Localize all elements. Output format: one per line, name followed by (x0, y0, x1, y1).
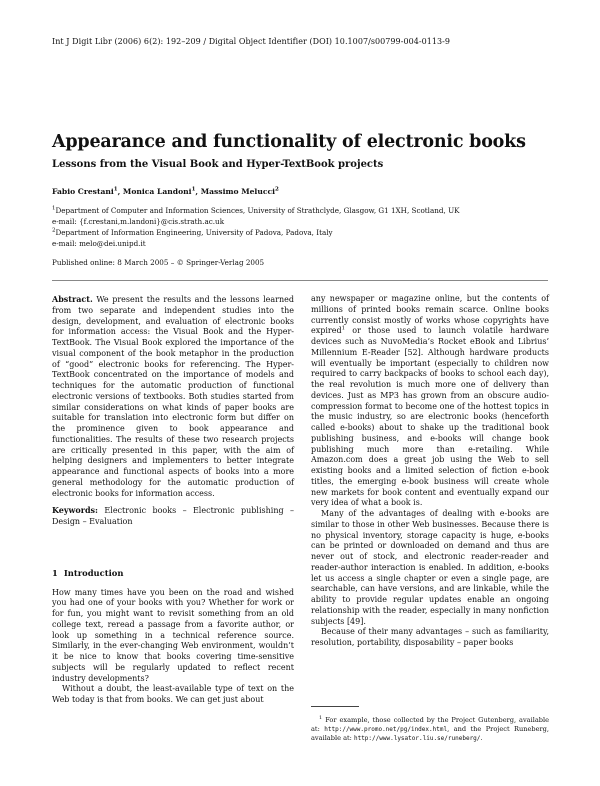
affiliation-address: Department of Computer and Information Sciences, University of Strathclyde, Glasgow, G1 1XH, Scotland, UK (55, 206, 460, 215)
paper-title: Appearance and functionality of electronic books (52, 132, 526, 152)
footnote-link[interactable]: http://www.promo.net/pg/index.html (324, 726, 448, 734)
keywords (52, 505, 294, 528)
affiliation-number: 1 (52, 205, 56, 212)
body-paragraph: Many of the advantages of dealing with e-books are similar to those in other Web businesses. Because there is no physical inventory, storage capacity is huge, e-books can be printed or downloaded on demand and thus are never out of stock, and electronic reader-reader and reader-author interaction is enabled. In addition, e-books let us access a single chapter or even a single page, are searchable, can have versions, and are linkable, while the ability to provide regular updates enable an ongoing relationship with the reader, especially in many nonfiction subjects [49]. (311, 509, 549, 626)
footnote-text: . (480, 734, 483, 743)
body-paragraph (311, 294, 549, 509)
author-name: Fabio Crestani (52, 187, 114, 196)
footnote-number: 1 (319, 715, 323, 721)
affiliation-email: e-mail: melo@dei.unipd.it (52, 238, 146, 248)
author-affiliation-mark: 2 (274, 186, 279, 193)
right-column (311, 294, 549, 649)
footnote-text: , and the Project Runeberg, available at: (311, 725, 549, 743)
footnote-divider (311, 706, 359, 707)
author-list (52, 187, 279, 196)
author-name: Massimo Melucci (200, 187, 275, 196)
header-divider (52, 280, 548, 281)
section-heading (52, 568, 294, 579)
footnote-mark: 1 (341, 325, 346, 332)
left-column (52, 294, 294, 706)
author-affiliation-mark: 1 (191, 186, 196, 193)
author-affiliation-mark: 1 (113, 186, 118, 193)
paper-subtitle: Lessons from the Visual Book and Hyper-TextBook projects (52, 159, 384, 170)
author-separator: , (117, 187, 123, 196)
affiliation-2 (52, 228, 552, 249)
affiliation-email: e-mail: {f.crestani,m.landoni}@cis.strath.ac.uk (52, 216, 225, 226)
body-text: any newspaper or magazine online, but the contents of millions of printed books remain scarce. Online books currently consist mostly of works whose copyrights have expired (311, 294, 549, 336)
body-paragraph: Because of their many advantages – such as familiarity, resolution, portability, disposability – paper books (311, 627, 549, 647)
footnote (311, 714, 549, 743)
affiliation-number: 2 (52, 227, 56, 234)
abstract-text: We present the results and the lessons learned from two separate and independent studies into the design, development, and evaluation of electronic books for information access: the Visual Book and the Hyper-TextBook. The Visual Book explored the importance of the visual component of the book metaphor in the production of “good” electronic books for referencing. The Hyper-TextBook concentrated on the importance of models and techniques for the automatic production of functional electronic versions of textbooks. Both studies started from similar considerations on what kinds of paper books are suitable for translation into electronic form but differ on the prominence given to book appearance and functionalities. The results of these two research projects are critically presented in this paper, with the aim of helping designers and implementers to better integrate appearance and functional aspects of books into a more general methodology for the automatic production of electronic books for information access. (52, 295, 295, 498)
abstract-label: Abstract. (52, 294, 93, 304)
author-separator: , (195, 187, 201, 196)
body-text: or those used to launch volatile hardware devices such as NuvoMedia’s Rocket eBook and Librius’ Millennium E-Reader [52]. Although hardware products will eventually be important (especially to children now required to carry backpacks of books to school each day), the real revolution is much more one of delivery than devices. Just as MP3 has grown from an obscure audio-compression format to become one of the hottest topics in the music industry, so are electronic books (henceforth called e-books) about to shake up the traditional book publishing business, and e-books will change book publishing much more than e-retailing. While Amazon.com does a great job using the Web to sell existing books and a limited selection of fiction e-book titles, the emerging e-book business will create whole new markets for book content and eventually expand our very idea of what a book is. (311, 326, 549, 508)
footnote-text: For example, those collected by the Project Gutenberg, available at: (311, 716, 549, 734)
section-number: 1 (52, 567, 58, 578)
author-name: Monica Landoni (122, 187, 192, 196)
affiliation-address: Department of Information Engineering, University of Padova, Padova, Italy (55, 228, 333, 237)
keywords-label: Keywords: (52, 505, 99, 516)
abstract (52, 294, 294, 499)
publication-info: Published online: 8 March 2005 – © Springer-Verlag 2005 (52, 258, 265, 267)
section-title: Introduction (63, 567, 124, 578)
footnote-link[interactable]: http://www.lysator.liu.se/runeberg/ (353, 735, 481, 743)
keywords-text: Electronic books – Electronic publishing – Design – Evaluation (52, 506, 295, 526)
body-paragraph: Without a doubt, the least-available type of text on the Web today is that from books. We can get just about (52, 684, 294, 704)
journal-citation-line: Int J Digit Libr (2006) 6(2): 192–209 / Digital Object Identifier (DOI) 10.1007/s00799-004-0113-9 (52, 37, 451, 46)
body-paragraph: How many times have you been on the road and wished you had one of your books with you? Whether for work or for fun, you might want to revisit something from an old college text, reread a passage from a favorite author, or look up something in a technical reference source. Similarly, in the ever-changing Web environment, wouldn’t it be nice to know that books covering time-sensitive subjects will be regularly updated to reflect recent industry developments? (52, 587, 294, 683)
affiliation-1 (52, 206, 552, 227)
